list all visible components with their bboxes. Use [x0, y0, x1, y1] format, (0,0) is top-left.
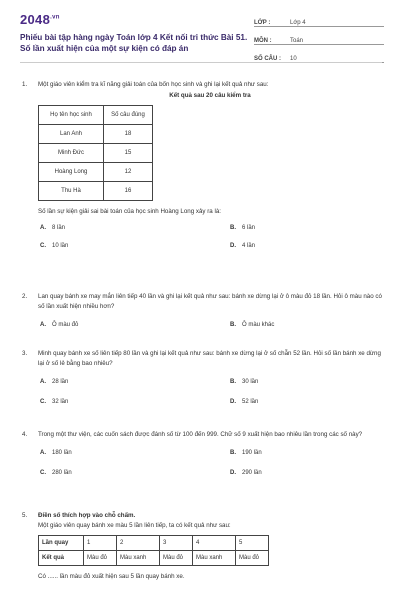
option-b[interactable]: [230, 377, 258, 387]
options-row: [40, 397, 382, 409]
table-cell: Màu đỏ: [236, 551, 269, 566]
table-cell: 15: [104, 144, 153, 163]
table-cell: 12: [104, 163, 153, 182]
worksheet-title: [20, 32, 250, 54]
option-b[interactable]: [230, 320, 274, 330]
option-letter: A.: [40, 379, 46, 385]
option-b[interactable]: [230, 448, 262, 458]
fill-in-line: Có ...... lần màu đỏ xuất hiện sau 5 lần quay bánh xe.: [38, 573, 185, 580]
question-number: 1.: [22, 81, 28, 88]
question-2: [20, 292, 382, 332]
question-number: 2.: [22, 293, 28, 300]
meta-value: Lớp 4: [290, 20, 306, 26]
option-text: 180 lần: [52, 450, 72, 456]
title-line-1: Phiếu bài tập hàng ngày Toán lớp 4 Kết nối tri thức Bài 51.: [20, 33, 248, 42]
title-line-2: Số lần xuất hiện của một sự kiện có đáp án: [20, 44, 189, 53]
option-d[interactable]: [230, 468, 262, 478]
question-stem: Trong một thư viện, các cuốn sách được đánh số từ 100 đến 999. Chữ số 9 xuất hiện bao nhiêu lần trong các số này?: [38, 431, 363, 438]
table-row-header: Lần quay: [39, 536, 84, 551]
table-cell: Màu đỏ: [160, 551, 193, 566]
meta-key: LỚP :: [254, 20, 271, 26]
option-d[interactable]: [230, 241, 255, 251]
logo-text: 2048: [20, 12, 51, 27]
table-cell: Minh Đức: [39, 144, 104, 163]
option-letter: B.: [230, 225, 236, 231]
question-number: 3.: [22, 350, 28, 357]
option-c[interactable]: [40, 468, 72, 478]
question-4: [20, 430, 382, 480]
option-letter: C.: [40, 399, 46, 405]
question-number: 5.: [22, 512, 28, 519]
question-stem: Một giáo viên quay bánh xe màu 5 lần liên tiếp, ta có kết quả như sau:: [38, 522, 231, 529]
table-cell: 1: [84, 536, 117, 551]
table-row: [39, 125, 153, 144]
option-letter: C.: [40, 243, 46, 249]
table-cell: Màu xanh: [193, 551, 236, 566]
question-stem: Một giáo viên kiểm tra kĩ năng giải toán của bốn học sinh và ghi lại kết quả như sau:: [38, 81, 269, 88]
worksheet-meta: [254, 14, 384, 68]
table-header-cell: Số câu đúng: [104, 106, 153, 125]
table-cell: Màu xanh: [117, 551, 160, 566]
options-row: [40, 377, 382, 389]
table-header-row: [39, 106, 153, 125]
table-cell: Hoàng Long: [39, 163, 104, 182]
option-letter: B.: [230, 322, 236, 328]
header-divider: [20, 62, 382, 63]
option-c[interactable]: [40, 241, 68, 251]
option-letter: D.: [230, 470, 236, 476]
option-letter: C.: [40, 470, 46, 476]
option-text: 10 lần: [52, 243, 69, 249]
option-letter: D.: [230, 399, 236, 405]
options-row: [40, 320, 382, 332]
option-a[interactable]: [40, 377, 68, 387]
table-title: Kết quả sau 20 câu kiểm tra: [169, 92, 251, 99]
option-b[interactable]: [230, 223, 255, 233]
option-a[interactable]: [40, 320, 78, 330]
table-header-cell: Họ tên học sinh: [39, 106, 104, 125]
option-d[interactable]: [230, 397, 258, 407]
option-text: 8 lần: [52, 225, 66, 231]
option-text: 280 lần: [52, 470, 72, 476]
table-row: [39, 144, 153, 163]
option-a[interactable]: [40, 448, 72, 458]
meta-row-subject: [254, 32, 384, 45]
option-letter: A.: [40, 322, 46, 328]
table-cell: 2: [117, 536, 160, 551]
table-cell: 4: [193, 536, 236, 551]
table-cell: Lan Anh: [39, 125, 104, 144]
option-a[interactable]: [40, 223, 65, 233]
table-cell: 5: [236, 536, 269, 551]
option-letter: A.: [40, 225, 46, 231]
options-row: [40, 223, 382, 235]
option-text: Ô màu đỏ: [52, 322, 79, 328]
question-1: [20, 80, 382, 253]
option-text: 290 lần: [242, 470, 262, 476]
option-text: 28 lần: [52, 379, 69, 385]
option-c[interactable]: [40, 397, 68, 407]
table-cell: 18: [104, 125, 153, 144]
option-text: 32 lần: [52, 399, 69, 405]
spin-results-table: [38, 535, 269, 566]
question-5: [20, 511, 382, 582]
question-title: Điền số thích hợp vào chỗ chấm.: [38, 512, 136, 519]
options-row: [40, 241, 382, 253]
question-number: 4.: [22, 431, 28, 438]
meta-value: Toán: [290, 38, 304, 44]
options-row: [40, 448, 382, 460]
table-cell: Màu đỏ: [84, 551, 117, 566]
table-row: [39, 536, 269, 551]
question-prompt: Số lần sự kiện giải sai bài toán của học sinh Hoàng Long xảy ra là:: [38, 208, 222, 215]
meta-key: SỐ CÂU :: [254, 56, 281, 62]
table-row: [39, 551, 269, 566]
options-row: [40, 468, 382, 480]
table-cell: 16: [104, 182, 153, 201]
meta-value: 10: [290, 56, 297, 62]
table-cell: 3: [160, 536, 193, 551]
table-row-header: Kết quả: [39, 551, 84, 566]
table-row: [39, 182, 153, 201]
option-letter: A.: [40, 450, 46, 456]
table-row: [39, 163, 153, 182]
option-text: Ô màu khác: [242, 322, 275, 328]
meta-row-class: [254, 14, 384, 27]
option-text: 30 lần: [242, 379, 259, 385]
option-text: 52 lần: [242, 399, 259, 405]
results-table: [38, 105, 153, 201]
option-letter: D.: [230, 243, 236, 249]
option-text: 6 lần: [242, 225, 256, 231]
option-text: 190 lần: [242, 450, 262, 456]
question-3: [20, 349, 382, 409]
option-letter: B.: [230, 450, 236, 456]
meta-key: MÔN :: [254, 38, 272, 44]
option-letter: B.: [230, 379, 236, 385]
question-stem: Lan quay bánh xe may mắn liên tiếp 40 lần và ghi lại kết quả như sau: bánh xe dừng lại ở ô màu đỏ 18 lần. Hỏi ô màu nào có số lần xuất hiện nhiều hơn?: [38, 293, 382, 310]
logo-suffix: .vn: [50, 14, 60, 21]
option-text: 4 lần: [242, 243, 256, 249]
question-stem: Minh quay bánh xe số liên tiếp 80 lần và ghi lại kết quả như sau: bánh xe dừng lại ở số chẵn 52 lần. Hỏi số lần bánh xe dừng lại ở số lẻ bằng bao nhiêu?: [38, 350, 381, 367]
site-logo[interactable]: [20, 12, 60, 27]
table-cell: Thu Hà: [39, 182, 104, 201]
